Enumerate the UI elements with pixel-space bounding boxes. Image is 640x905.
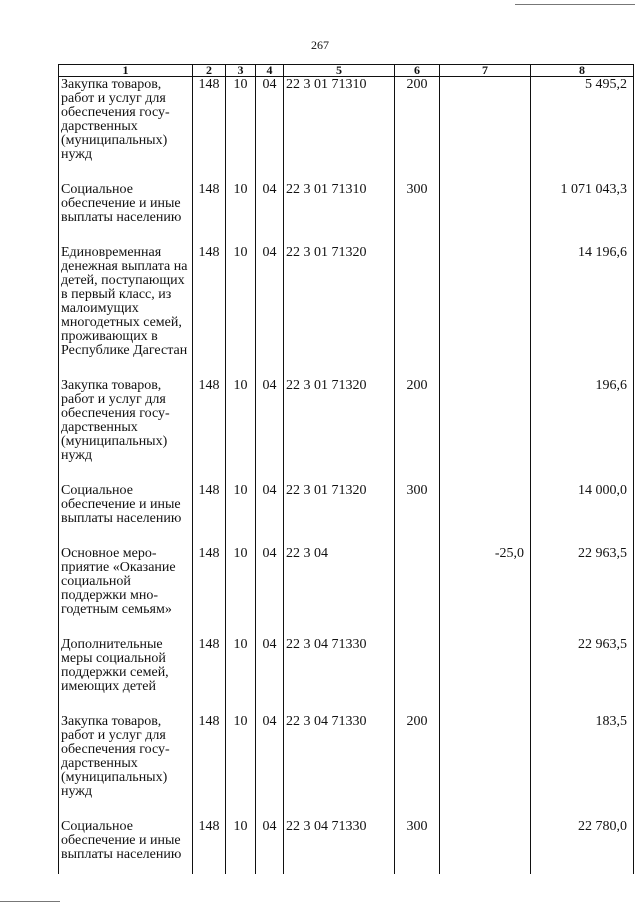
top-rule (515, 4, 635, 5)
budget-table (58, 64, 634, 874)
section-code-cell: 10 (226, 637, 256, 714)
subsection-code-cell: 04 (256, 378, 284, 483)
row-name-cell: Закупка товаров, работ и услуг для обеспечения государственных (муниципальных) нужд (59, 77, 193, 183)
total-amount-cell: 22 963,5 (531, 637, 634, 714)
target-article-cell: 22 3 04 71330 (284, 637, 395, 714)
section-code-cell: 10 (226, 714, 256, 819)
target-article-cell: 22 3 01 71320 (284, 483, 395, 546)
row-name-cell: Закупка товаров, работ и услуг для обеспечения государственных (муниципальных) нужд (59, 714, 193, 819)
subsection-code-cell: 04 (256, 182, 284, 245)
total-amount-cell: 22 963,5 (531, 546, 634, 637)
ministry-code-cell: 148 (193, 77, 226, 183)
section-code-cell: 10 (226, 77, 256, 183)
table-row (59, 819, 634, 874)
column-header: 6 (395, 65, 440, 77)
expense-type-cell (395, 637, 440, 714)
ministry-code-cell: 148 (193, 182, 226, 245)
change-amount-cell: -25,0 (440, 546, 531, 637)
target-article-cell: 22 3 04 71330 (284, 819, 395, 874)
expense-type-cell: 300 (395, 182, 440, 245)
section-code-cell: 10 (226, 378, 256, 483)
target-article-cell: 22 3 01 71310 (284, 182, 395, 245)
total-amount-cell: 183,5 (531, 714, 634, 819)
row-name-cell: Социальное обеспечение и иные выплаты населению (59, 483, 193, 546)
table-row (59, 714, 634, 819)
subsection-code-cell: 04 (256, 637, 284, 714)
total-amount-cell: 14 196,6 (531, 245, 634, 378)
expense-type-cell (395, 546, 440, 637)
table-row (59, 77, 634, 183)
section-code-cell: 10 (226, 182, 256, 245)
subsection-code-cell: 04 (256, 77, 284, 183)
column-header: 4 (256, 65, 284, 77)
ministry-code-cell: 148 (193, 378, 226, 483)
table-row (59, 483, 634, 546)
ministry-code-cell: 148 (193, 546, 226, 637)
target-article-cell: 22 3 01 71310 (284, 77, 395, 183)
row-name-cell: Дополнительные меры социальной поддержки семей, имеющих детей (59, 637, 193, 714)
change-amount-cell (440, 182, 531, 245)
section-code-cell: 10 (226, 546, 256, 637)
column-header: 8 (531, 65, 634, 77)
expense-type-cell: 200 (395, 77, 440, 183)
change-amount-cell (440, 637, 531, 714)
subsection-code-cell: 04 (256, 483, 284, 546)
row-name-cell: Социальное обеспечение и иные выплаты населению (59, 182, 193, 245)
section-code-cell: 10 (226, 245, 256, 378)
total-amount-cell: 14 000,0 (531, 483, 634, 546)
row-name-cell: Единовременная денежная выплата на детей, поступающих в первый класс, из малоимущих многодетных семей, проживающих в Республике Дагестан (59, 245, 193, 378)
expense-type-cell: 200 (395, 378, 440, 483)
ministry-code-cell: 148 (193, 637, 226, 714)
ministry-code-cell: 148 (193, 483, 226, 546)
column-header: 7 (440, 65, 531, 77)
row-name-cell: Социальное обеспечение и иные выплаты населению (59, 819, 193, 874)
change-amount-cell (440, 819, 531, 874)
total-amount-cell: 1 071 043,3 (531, 182, 634, 245)
subsection-code-cell: 04 (256, 819, 284, 874)
column-header: 2 (193, 65, 226, 77)
target-article-cell: 22 3 04 71330 (284, 714, 395, 819)
page-number: 267 (311, 38, 329, 52)
table-row (59, 378, 634, 483)
change-amount-cell (440, 378, 531, 483)
table-header-row (59, 65, 634, 77)
total-amount-cell: 5 495,2 (531, 77, 634, 183)
expense-type-cell: 200 (395, 714, 440, 819)
change-amount-cell (440, 77, 531, 183)
section-code-cell: 10 (226, 819, 256, 874)
column-header: 3 (226, 65, 256, 77)
target-article-cell: 22 3 01 71320 (284, 378, 395, 483)
row-name-cell: Закупка товаров, работ и услуг для обеспечения государственных (муниципальных) нужд (59, 378, 193, 483)
target-article-cell: 22 3 01 71320 (284, 245, 395, 378)
change-amount-cell (440, 483, 531, 546)
change-amount-cell (440, 714, 531, 819)
row-name-cell: Основное мероприятие «Оказание социальной поддержки многодетным семьям» (59, 546, 193, 637)
column-header: 1 (59, 65, 193, 77)
bottom-rule (0, 901, 60, 902)
ministry-code-cell: 148 (193, 819, 226, 874)
expense-type-cell (395, 245, 440, 378)
ministry-code-cell: 148 (193, 714, 226, 819)
subsection-code-cell: 04 (256, 245, 284, 378)
table-row (59, 245, 634, 378)
table-row (59, 182, 634, 245)
table-row (59, 546, 634, 637)
ministry-code-cell: 148 (193, 245, 226, 378)
table-row (59, 637, 634, 714)
column-header: 5 (284, 65, 395, 77)
subsection-code-cell: 04 (256, 546, 284, 637)
expense-type-cell: 300 (395, 819, 440, 874)
total-amount-cell: 196,6 (531, 378, 634, 483)
subsection-code-cell: 04 (256, 714, 284, 819)
target-article-cell: 22 3 04 (284, 546, 395, 637)
total-amount-cell: 22 780,0 (531, 819, 634, 874)
change-amount-cell (440, 245, 531, 378)
expense-type-cell: 300 (395, 483, 440, 546)
section-code-cell: 10 (226, 483, 256, 546)
